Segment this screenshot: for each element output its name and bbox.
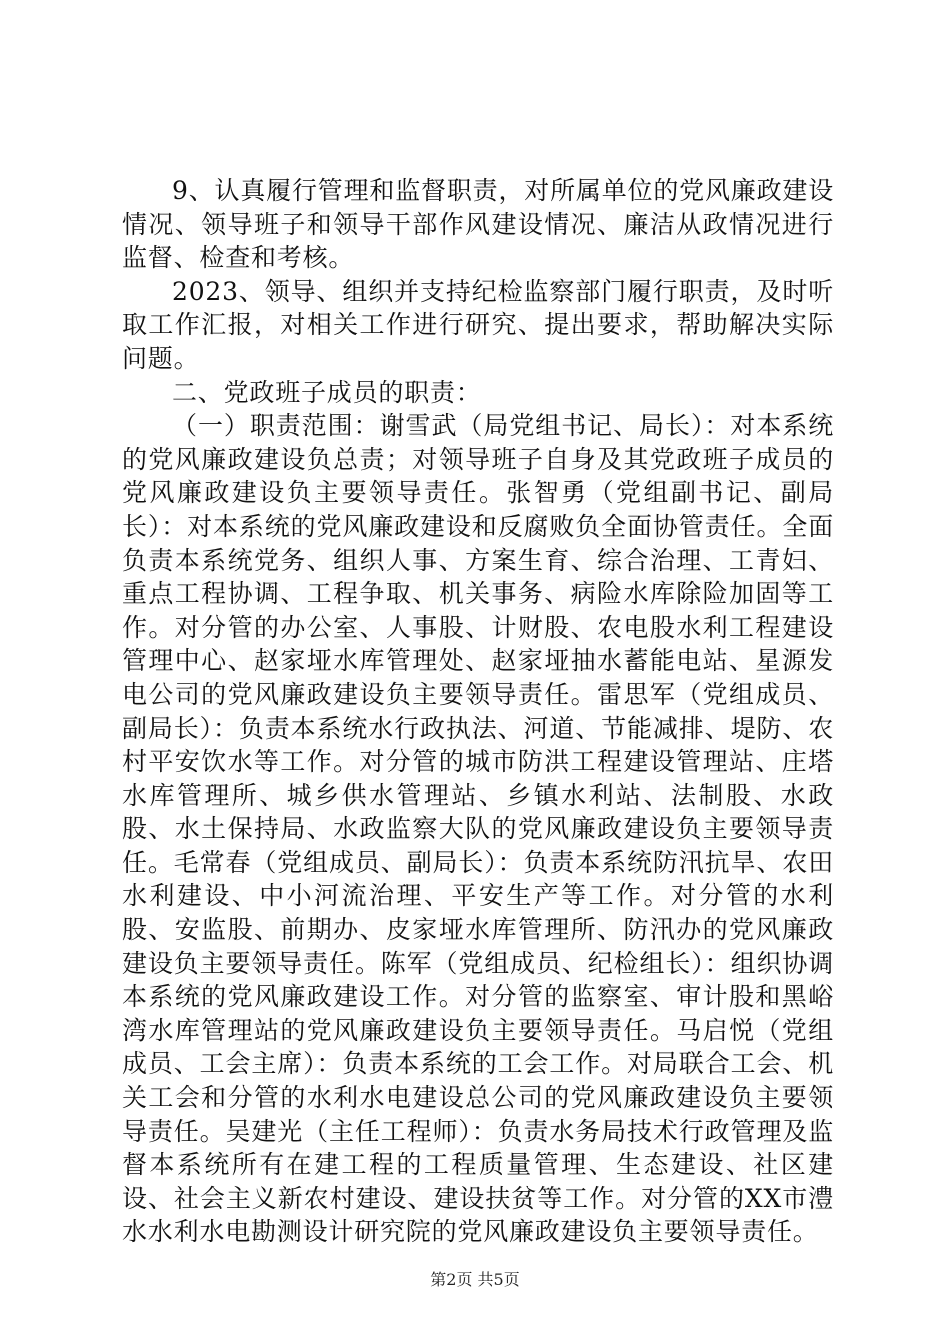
section-heading-member-duties: 二、党政班子成员的职责： <box>172 377 482 407</box>
document-body <box>122 174 834 1249</box>
paragraph-item-9: 9、认真履行管理和监督职责，对所属单位的党风廉政建设情况、领导班子和领导干部作风建设情况、廉洁从政情况进行监督、检查和考核。 <box>122 176 834 273</box>
page-number-footer: 第2页 共5页 <box>430 1270 520 1289</box>
paragraph-item-10: 2023、领导、组织并支持纪检监察部门履行职责，及时听取工作汇报，对相关工作进行研究、提出要求，帮助解决实际问题。 <box>122 276 834 373</box>
paragraph-duty-scope: （一）职责范围：谢雪武（局党组书记、局长）：对本系统的党风廉政建设负总责；对领导班子自身及其党政班子成员的党风廉政建设负主要领导责任。张智勇（党组副书记、副局长）：对本系统的党风廉政建设和反腐败负全面协管责任。全面负责本系统党务、组织人事、方案生育、综合治理、工青妇、重点工程协调、工程争取、机关事务、病险水库除险加固等工作。对分管的办公室、人事股、计财股、农电股水利工程建设管理中心、赵家垭水库管理处、赵家垭抽水蓄能电站、星源发电公司的党风廉政建设负主要领导责任。雷思军（党组成员、副局长）：负责本系统水行政执法、河道、节能减排、堤防、农村平安饮水等工作。对分管的城市防洪工程建设管理站、庄塔水库管理所、城乡供水管理站、乡镇水利站、法制股、水政股、水土保持局、水政监察大队的党风廉政建设负主要领导责任。毛常春（党组成员、副局长）：负责本系统防汛抗旱、农田水利建设、中小河流治理、平安生产等工作。对分管的水利股、安监股、前期办、皮家垭水库管理所、防汛办的党风廉政建设负主要领导责任。陈军（党组成员、纪检组长）：组织协调本系统的党风廉政建设工作。对分管的监察室、审计股和黑峪湾水库管理站的党风廉政建设负主要领导责任。马启悦（党组成员、工会主席）：负责本系统的工会工作。对局联合工会、机关工会和分管的水利水电建设总公司的党风廉政建设负主要领导责任。吴建光（主任工程师）：负责水务局技术行政管理及监督本系统所有在建工程的工程质量管理、生态建设、社区建设、社会主义新农村建设、建设扶贫等工作。对分管的XX市澧水水利水电勘测设计研究院的党风廉政建设负主要领导责任。 <box>122 411 834 1247</box>
